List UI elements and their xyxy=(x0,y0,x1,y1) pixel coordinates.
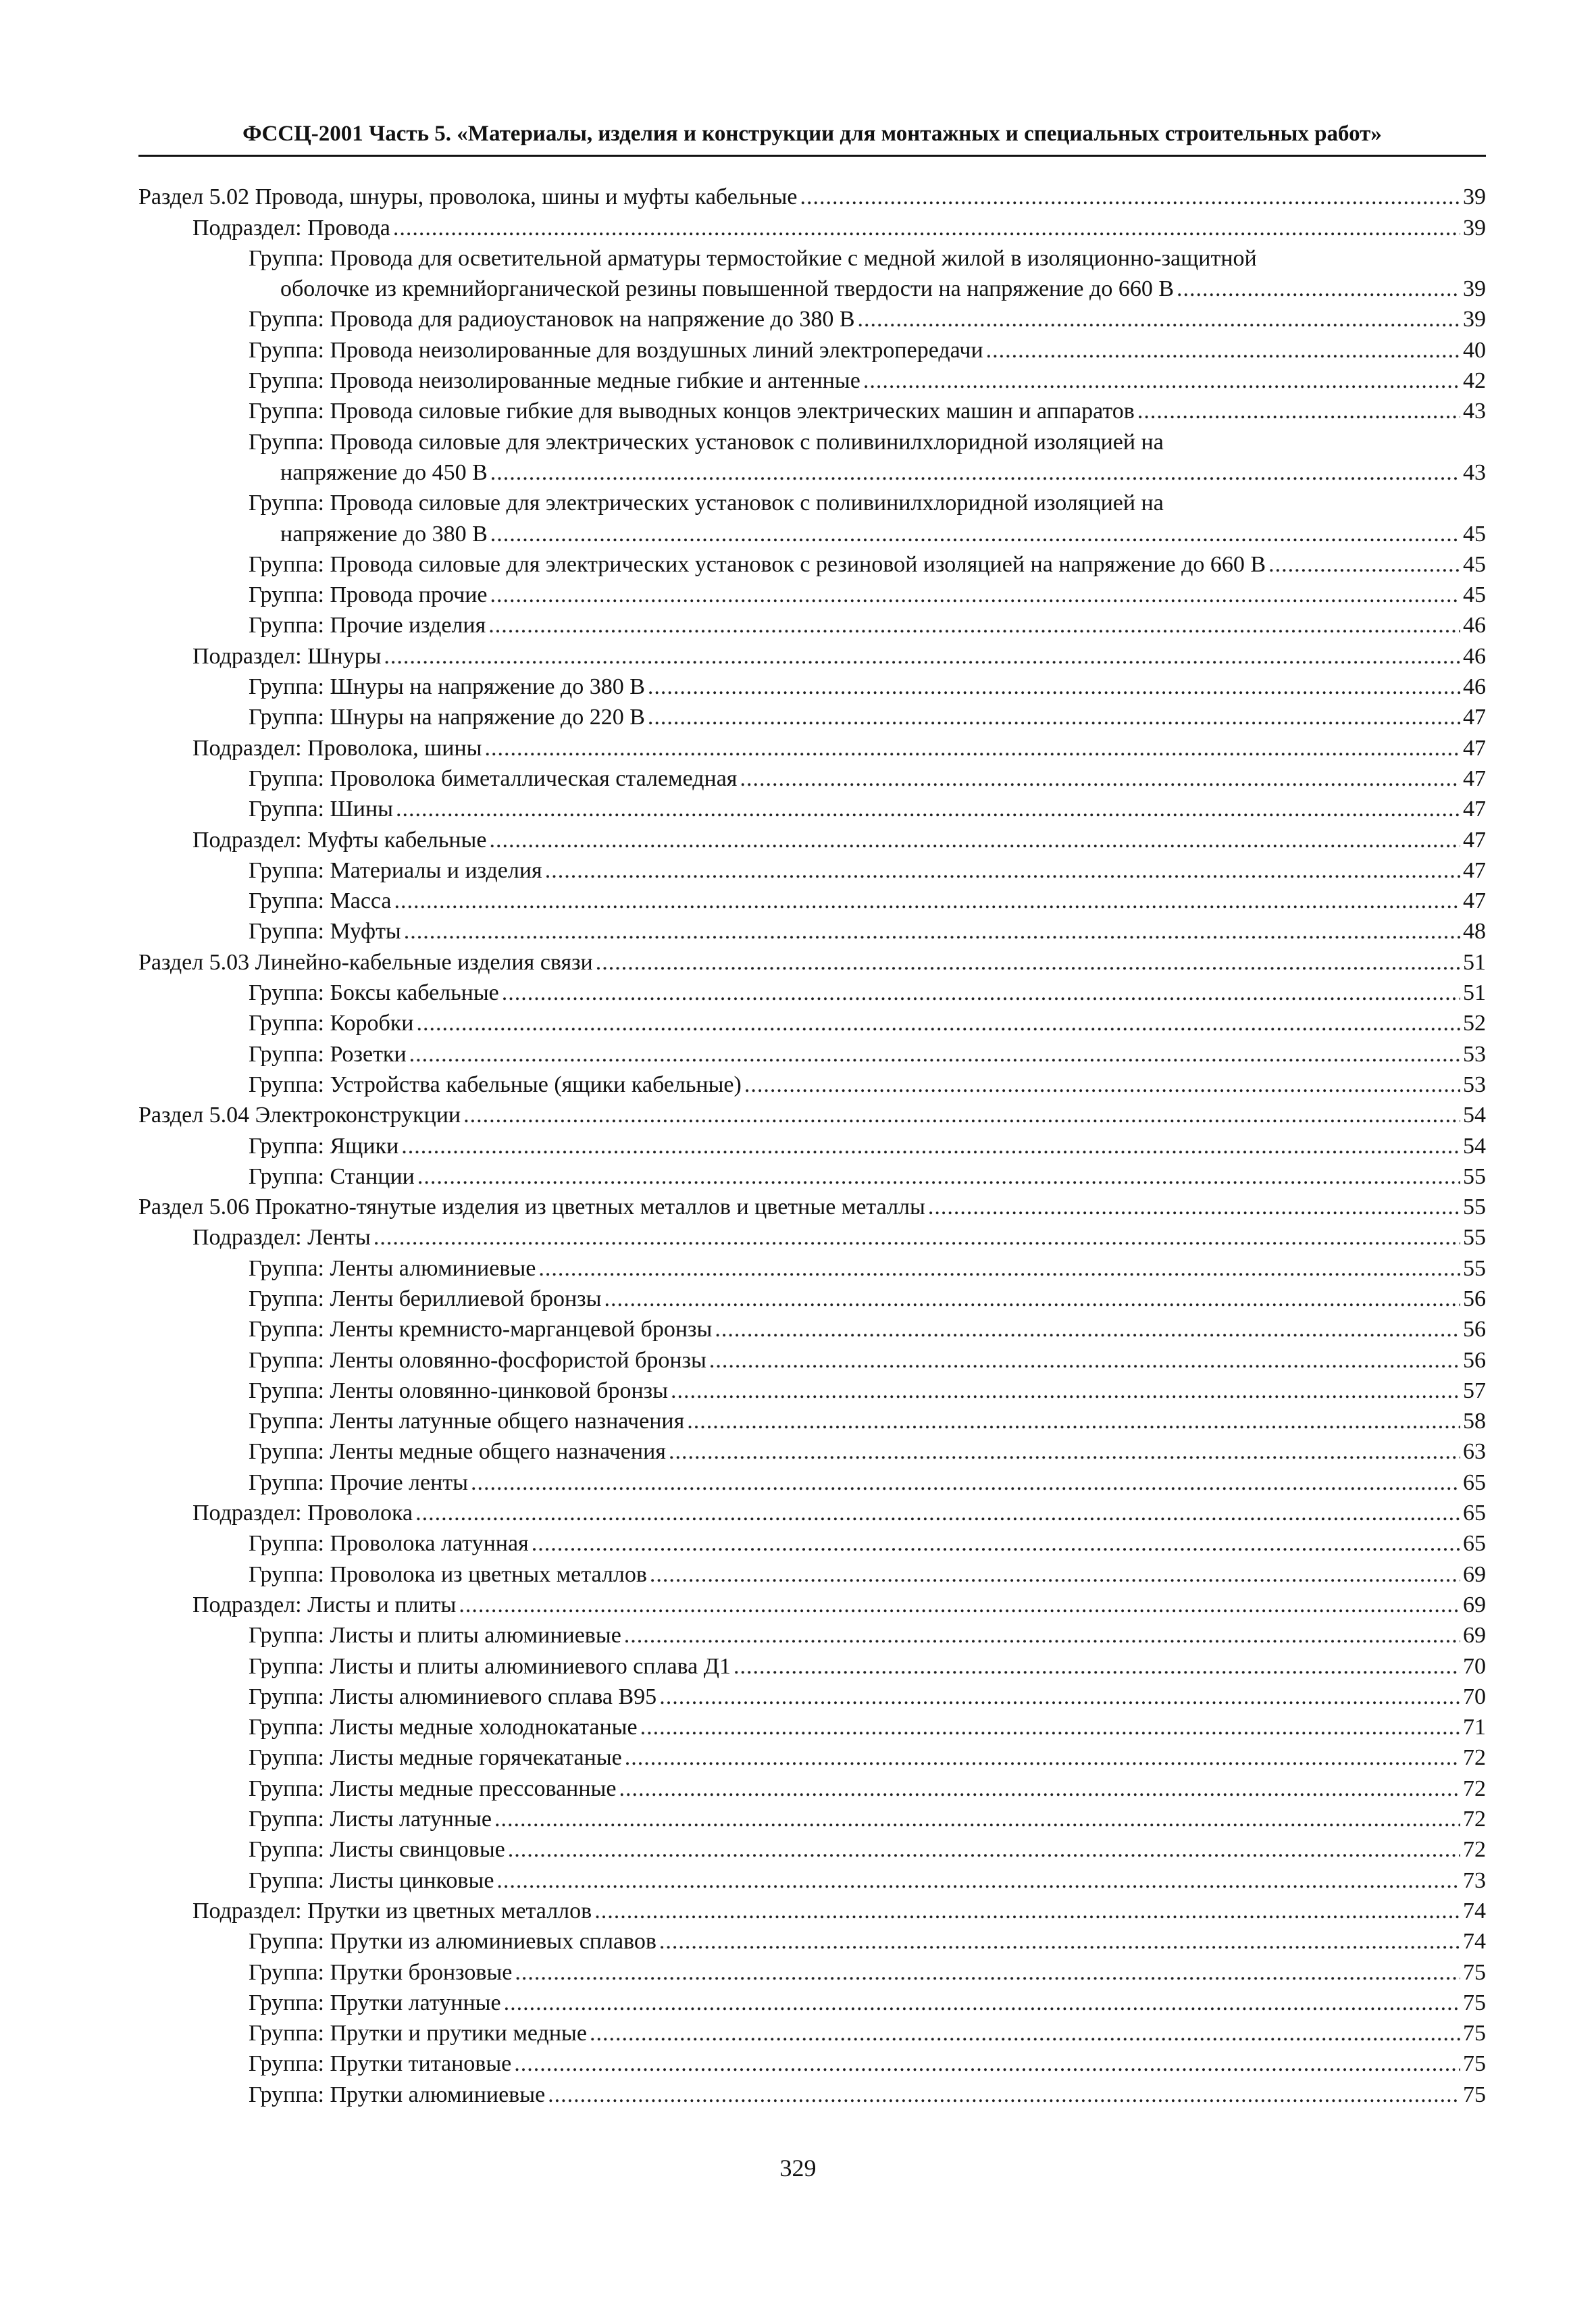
toc-entry xyxy=(138,1527,1486,1557)
toc-entry xyxy=(138,1771,1486,1802)
toc-entry-page: 74 xyxy=(1463,1898,1486,1923)
toc-leader-dots xyxy=(545,857,1460,884)
toc-entry xyxy=(138,242,1486,272)
toc-entry xyxy=(138,1863,1486,1894)
toc-leader-dots xyxy=(459,1592,1460,1619)
toc-entry-page: 65 xyxy=(1463,1531,1486,1557)
toc-leader-dots xyxy=(394,888,1460,915)
toc-leader-dots xyxy=(471,1469,1460,1496)
page-number: 329 xyxy=(779,2155,817,2182)
toc-entry-page: 70 xyxy=(1463,1684,1486,1709)
toc-entry-page: 39 xyxy=(1463,184,1486,210)
toc-entry-page: 47 xyxy=(1463,735,1486,761)
toc-entry-title: Группа: Прутки бронзовые xyxy=(249,1959,513,1985)
toc-entry-title: Группа: Провода силовые для электрических установок с поливинилхлоридной изоляцией на xyxy=(249,491,1164,516)
toc-leader-dots xyxy=(488,612,1460,639)
page-header: ФССЦ-2001 Часть 5. «Материалы, изделия и конструкции для монтажных и специальных строительных работ» xyxy=(138,119,1486,157)
toc-leader-dots xyxy=(514,2051,1460,2078)
toc-entry-page: 45 xyxy=(1463,521,1486,547)
toc-entry-page: 75 xyxy=(1463,2021,1486,2046)
toc-leader-dots xyxy=(744,1072,1460,1099)
toc-entry xyxy=(138,1313,1486,1343)
toc-entry-page: 45 xyxy=(1463,551,1486,577)
toc-entry xyxy=(138,2047,1486,2078)
toc-entry-title: Подраздел: Провода xyxy=(192,215,390,241)
toc-entry-page: 69 xyxy=(1463,1592,1486,1617)
toc-entry xyxy=(138,1160,1486,1190)
toc-entry-page: 73 xyxy=(1463,1867,1486,1893)
toc-entry-title: Группа: Прутки титановые xyxy=(249,2051,512,2077)
toc-leader-dots xyxy=(740,765,1460,793)
toc-leader-dots xyxy=(733,1653,1460,1680)
toc-entry xyxy=(138,1282,1486,1313)
toc-leader-dots xyxy=(659,1928,1460,1955)
toc-entry-page: 47 xyxy=(1463,827,1486,853)
toc-leader-dots xyxy=(502,980,1460,1007)
toc-leader-dots xyxy=(928,1194,1460,1221)
toc-leader-dots xyxy=(396,796,1460,823)
toc-entry-page: 46 xyxy=(1463,643,1486,669)
toc-leader-dots xyxy=(374,1224,1460,1251)
toc-leader-dots xyxy=(619,1776,1460,1803)
toc-entry-title: напряжение до 450 В xyxy=(280,459,488,485)
toc-entry-title: напряжение до 380 В xyxy=(280,521,488,547)
toc-entry xyxy=(138,1190,1486,1221)
toc-leader-dots xyxy=(863,368,1460,395)
toc-entry xyxy=(138,548,1486,578)
toc-entry-title: Группа: Устройства кабельные (ящики кабельные) xyxy=(249,1072,742,1097)
toc-entry-title: Группа: Провода силовые для электрических установок с поливинилхлоридной изоляцией на xyxy=(249,429,1164,455)
toc-entry-title: Группа: Проволока латунная xyxy=(249,1531,529,1557)
toc-leader-dots xyxy=(640,1714,1460,1741)
toc-entry-title: Раздел 5.02 Провода, шнуры, проволока, шины и муфты кабельные xyxy=(138,184,798,210)
toc-leader-dots xyxy=(504,1990,1460,2017)
toc-entry-page: 71 xyxy=(1463,1715,1486,1740)
toc-entry xyxy=(138,1251,1486,1282)
toc-leader-dots xyxy=(463,1102,1460,1129)
toc-entry-page: 47 xyxy=(1463,888,1486,914)
toc-entry xyxy=(138,1496,1486,1527)
toc-entry-page: 75 xyxy=(1463,2051,1486,2077)
toc-entry xyxy=(138,884,1486,915)
toc-entry xyxy=(138,364,1486,395)
toc-entry xyxy=(138,1221,1486,1251)
toc-entry-title: Группа: Провода неизолированные медные гибкие и антенные xyxy=(249,368,860,394)
toc-entry-title: Подраздел: Шнуры xyxy=(192,643,382,669)
toc-entry-title: Подраздел: Прутки из цветных металлов xyxy=(192,1898,592,1923)
toc-entry xyxy=(138,333,1486,363)
toc-entry-page: 47 xyxy=(1463,797,1486,822)
toc-leader-dots xyxy=(409,1041,1460,1068)
toc-entry-title: Группа: Провода для осветительной арматуры термостойкие с медной жилой в изоляционно-защитной xyxy=(249,245,1257,271)
toc-leader-dots xyxy=(548,2082,1460,2109)
toc-entry-title: Группа: Проволока биметаллическая сталемедная xyxy=(249,765,738,791)
toc-entry-title: Группа: Коробки xyxy=(249,1011,414,1036)
toc-entry-title: оболочке из кремнийорганической резины повышенной твердости на напряжение до 660 В xyxy=(280,276,1174,302)
toc-entry xyxy=(138,1986,1486,2017)
toc-entry xyxy=(138,486,1486,517)
toc-entry-page: 55 xyxy=(1463,1163,1486,1189)
toc-entry-title: Группа: Ленты оловянно-фосфористой бронзы xyxy=(249,1347,706,1373)
toc-entry-page: 39 xyxy=(1463,307,1486,332)
toc-entry xyxy=(138,2017,1486,2047)
toc-entry xyxy=(138,1588,1486,1619)
toc-entry-page: 54 xyxy=(1463,1103,1486,1128)
toc-entry-title: Раздел 5.04 Электроконструкции xyxy=(138,1103,461,1128)
toc-leader-dots xyxy=(1268,551,1460,578)
toc-leader-dots xyxy=(625,1744,1460,1771)
toc-entry-page: 57 xyxy=(1463,1378,1486,1403)
toc-entry-page: 58 xyxy=(1463,1409,1486,1434)
toc-entry-title: Подраздел: Проволока, шины xyxy=(192,735,482,761)
toc-entry-title: Группа: Муфты xyxy=(249,919,401,945)
toc-leader-dots xyxy=(715,1316,1460,1343)
toc-leader-dots xyxy=(490,582,1460,609)
toc-entry xyxy=(138,823,1486,853)
toc-entry xyxy=(138,1557,1486,1588)
toc-entry xyxy=(138,1955,1486,1986)
toc-entry xyxy=(138,425,1486,455)
toc-entry xyxy=(138,1833,1486,1863)
toc-entry-title: Группа: Провода силовые гибкие для выводных концов электрических машин и аппаратов xyxy=(249,399,1135,424)
toc-entry-page: 51 xyxy=(1463,949,1486,975)
toc-leader-dots xyxy=(800,184,1460,211)
toc-entry xyxy=(138,609,1486,639)
toc-entry-page: 47 xyxy=(1463,705,1486,730)
toc-entry-page: 72 xyxy=(1463,1745,1486,1771)
toc-entry-title: Группа: Провода неизолированные для воздушных линий электропередачи xyxy=(249,337,983,363)
toc-entry-title: Подраздел: Проволока xyxy=(192,1501,413,1526)
toc-entry-page: 72 xyxy=(1463,1776,1486,1801)
toc-entry xyxy=(138,701,1486,731)
toc-entry xyxy=(138,976,1486,1007)
toc-entry-page: 55 xyxy=(1463,1255,1486,1281)
toc-entry-title: Группа: Проволока из цветных металлов xyxy=(249,1561,647,1587)
toc-leader-dots xyxy=(485,735,1461,762)
toc-entry-title: Подраздел: Муфты кабельные xyxy=(192,827,487,853)
toc-entry-title: Группа: Ленты кремнисто-марганцевой бронзы xyxy=(249,1317,713,1342)
toc-entry xyxy=(138,1925,1486,1955)
toc-entry xyxy=(138,1435,1486,1465)
toc-entry-title: Раздел 5.03 Линейно-кабельные изделия связи xyxy=(138,949,593,975)
toc-entry xyxy=(138,1465,1486,1496)
toc-entry-page: 53 xyxy=(1463,1041,1486,1067)
toc-entry-page: 43 xyxy=(1463,459,1486,485)
toc-leader-dots xyxy=(687,1408,1460,1435)
toc-entry xyxy=(138,793,1486,823)
toc-entry-title: Группа: Листы медные прессованные xyxy=(249,1776,617,1801)
toc-leader-dots xyxy=(1137,398,1460,425)
toc-entry-title: Группа: Ленты оловянно-цинковой бронзы xyxy=(249,1378,668,1403)
toc-entry xyxy=(138,1619,1486,1649)
toc-entry xyxy=(138,180,1486,211)
toc-entry xyxy=(138,1099,1486,1129)
toc-leader-dots xyxy=(415,1500,1460,1527)
toc-leader-dots xyxy=(515,1959,1460,1986)
toc-entry-title: Группа: Листы алюминиевого сплава В95 xyxy=(249,1684,657,1709)
toc-leader-dots xyxy=(417,1010,1461,1037)
toc-entry xyxy=(138,731,1486,761)
toc-entry xyxy=(138,854,1486,884)
toc-leader-dots xyxy=(417,1163,1460,1190)
toc-entry-title: Группа: Материалы и изделия xyxy=(249,857,542,883)
toc-entry-page: 54 xyxy=(1463,1133,1486,1159)
toc-entry xyxy=(138,1680,1486,1711)
toc-leader-dots xyxy=(532,1530,1460,1557)
toc-entry-title: Группа: Ленты бериллиевой бронзы xyxy=(249,1286,602,1311)
toc-entry xyxy=(138,1374,1486,1405)
toc-leader-dots xyxy=(604,1286,1460,1313)
toc-entry-title: Группа: Прутки латунные xyxy=(249,1990,501,2015)
toc-leader-dots xyxy=(490,827,1461,854)
toc-entry-page: 72 xyxy=(1463,1837,1486,1863)
toc-leader-dots xyxy=(393,215,1460,242)
toc-entry-title: Группа: Прутки алюминиевые xyxy=(249,2082,546,2107)
toc-entry-title: Группа: Листы и плиты алюминиевого сплава Д1 xyxy=(249,1653,731,1679)
toc-entry xyxy=(138,1649,1486,1680)
toc-leader-dots xyxy=(858,306,1460,333)
toc-entry xyxy=(138,1711,1486,1741)
toc-entry-title: Группа: Листы и плиты алюминиевые xyxy=(249,1623,621,1649)
toc-entry xyxy=(138,1343,1486,1374)
toc-leader-dots xyxy=(650,1561,1460,1588)
toc-entry-title: Группа: Прочие изделия xyxy=(249,613,486,638)
toc-leader-dots xyxy=(594,1898,1460,1925)
toc-entry-page: 40 xyxy=(1463,337,1486,363)
toc-entry xyxy=(138,578,1486,609)
toc-entry xyxy=(138,211,1486,241)
toc-leader-dots xyxy=(671,1378,1460,1405)
toc-leader-dots xyxy=(659,1684,1460,1711)
toc-leader-dots xyxy=(624,1622,1460,1649)
toc-entry-title: Группа: Шины xyxy=(249,797,394,822)
toc-entry-title: Группа: Шнуры на напряжение до 220 В xyxy=(249,705,645,730)
toc-entry-title: Группа: Листы латунные xyxy=(249,1807,492,1832)
toc-entry-title: Группа: Ящики xyxy=(249,1133,399,1159)
toc-leader-dots xyxy=(401,1133,1460,1160)
toc-entry-page: 45 xyxy=(1463,582,1486,608)
toc-entry-page: 46 xyxy=(1463,674,1486,700)
toc-entry-title: Группа: Станции xyxy=(249,1163,415,1189)
toc-entry xyxy=(138,945,1486,976)
toc-entry-page: 69 xyxy=(1463,1623,1486,1649)
toc-entry-page: 65 xyxy=(1463,1469,1486,1495)
toc-entry-page: 39 xyxy=(1463,215,1486,241)
toc-entry-title: Группа: Ленты алюминиевые xyxy=(249,1255,536,1281)
toc-entry xyxy=(138,1068,1486,1099)
toc-entry-page: 39 xyxy=(1463,276,1486,302)
toc-leader-dots xyxy=(986,337,1460,364)
toc-leader-dots xyxy=(648,674,1460,701)
toc-entry-title: Группа: Провода для радиоустановок на напряжение до 380 В xyxy=(249,307,855,332)
toc-entry-page: 65 xyxy=(1463,1501,1486,1526)
toc-leader-dots xyxy=(709,1347,1460,1374)
toc-entry-title: Подраздел: Ленты xyxy=(192,1225,371,1251)
toc-entry xyxy=(138,1803,1486,1833)
toc-entry xyxy=(138,915,1486,945)
toc-entry-page: 55 xyxy=(1463,1194,1486,1220)
toc-entry-title: Группа: Листы медные холоднокатаные xyxy=(249,1715,638,1740)
toc-entry xyxy=(138,2078,1486,2108)
toc-entry-page: 47 xyxy=(1463,857,1486,883)
toc-entry xyxy=(138,639,1486,670)
toc-entry-page: 74 xyxy=(1463,1929,1486,1955)
toc-entry-title: Группа: Ленты медные общего назначения xyxy=(249,1439,666,1465)
toc-entry xyxy=(138,1405,1486,1435)
toc-leader-dots xyxy=(508,1836,1460,1863)
toc-entry-page: 63 xyxy=(1463,1439,1486,1465)
toc-entry-title: Группа: Ленты латунные общего назначения xyxy=(249,1409,685,1434)
toc-entry xyxy=(138,1741,1486,1771)
toc-entry-title: Группа: Прутки из алюминиевых сплавов xyxy=(249,1929,657,1955)
toc-entry-title: Группа: Листы медные горячекатаные xyxy=(249,1745,622,1771)
toc-entry-page: 56 xyxy=(1463,1286,1486,1311)
toc-entry-title: Раздел 5.06 Прокатно-тянутые изделия из цветных металлов и цветные металлы xyxy=(138,1194,925,1220)
toc-leader-dots xyxy=(669,1438,1460,1465)
toc-entry-title: Группа: Боксы кабельные xyxy=(249,980,499,1006)
toc-entry-page: 43 xyxy=(1463,399,1486,424)
toc-entry-page: 47 xyxy=(1463,765,1486,791)
toc-leader-dots xyxy=(496,1867,1460,1894)
toc-entry-page: 48 xyxy=(1463,919,1486,945)
toc-entry xyxy=(138,303,1486,333)
toc-entry xyxy=(138,1894,1486,1925)
toc-entry xyxy=(138,272,1486,303)
toc-entry-page: 69 xyxy=(1463,1561,1486,1587)
toc-entry-page: 56 xyxy=(1463,1317,1486,1342)
toc-entry-title: Группа: Масса xyxy=(249,888,392,914)
toc-entry xyxy=(138,456,1486,486)
toc-entry-page: 72 xyxy=(1463,1807,1486,1832)
toc-entry-page: 75 xyxy=(1463,1990,1486,2015)
toc-leader-dots xyxy=(590,2020,1460,2047)
toc-entry-page: 46 xyxy=(1463,613,1486,638)
toc-entry xyxy=(138,1129,1486,1159)
toc-entry-page: 51 xyxy=(1463,980,1486,1006)
toc-leader-dots xyxy=(1177,276,1460,303)
toc-entry-title: Группа: Шнуры на напряжение до 380 В xyxy=(249,674,645,700)
toc-leader-dots xyxy=(404,918,1460,945)
toc-leader-dots xyxy=(494,1806,1460,1833)
toc-entry-title: Группа: Листы цинковые xyxy=(249,1867,494,1893)
toc-entry-page: 55 xyxy=(1463,1225,1486,1251)
toc-leader-dots xyxy=(490,459,1460,486)
toc-entry-title: Группа: Прочие ленты xyxy=(249,1469,469,1495)
toc-entry-page: 56 xyxy=(1463,1347,1486,1373)
toc-entry-title: Группа: Провода силовые для электрических установок с резиновой изоляцией на напряжение до 660 В xyxy=(249,551,1266,577)
toc-entry xyxy=(138,517,1486,547)
toc-entry-page: 53 xyxy=(1463,1072,1486,1097)
toc-entry xyxy=(138,1007,1486,1037)
toc-leader-dots xyxy=(648,704,1460,731)
toc-leader-dots xyxy=(538,1255,1460,1282)
toc-entry-page: 70 xyxy=(1463,1653,1486,1679)
toc-leader-dots xyxy=(596,949,1460,976)
toc-leader-dots xyxy=(384,643,1460,670)
toc-entry-page: 75 xyxy=(1463,2082,1486,2107)
toc-leader-dots xyxy=(490,521,1460,548)
toc-entry-title: Группа: Провода прочие xyxy=(249,582,488,608)
table-of-contents xyxy=(138,180,1486,2109)
toc-entry-page: 75 xyxy=(1463,1959,1486,1985)
toc-entry xyxy=(138,395,1486,425)
toc-entry-title: Группа: Розетки xyxy=(249,1041,407,1067)
toc-entry-title: Подраздел: Листы и плиты xyxy=(192,1592,457,1617)
toc-entry-page: 52 xyxy=(1463,1011,1486,1036)
toc-entry xyxy=(138,762,1486,793)
toc-entry xyxy=(138,1037,1486,1067)
toc-entry xyxy=(138,670,1486,701)
toc-entry-page: 42 xyxy=(1463,368,1486,394)
toc-entry-title: Группа: Листы свинцовые xyxy=(249,1837,505,1863)
toc-entry-title: Группа: Прутки и прутики медные xyxy=(249,2021,587,2046)
